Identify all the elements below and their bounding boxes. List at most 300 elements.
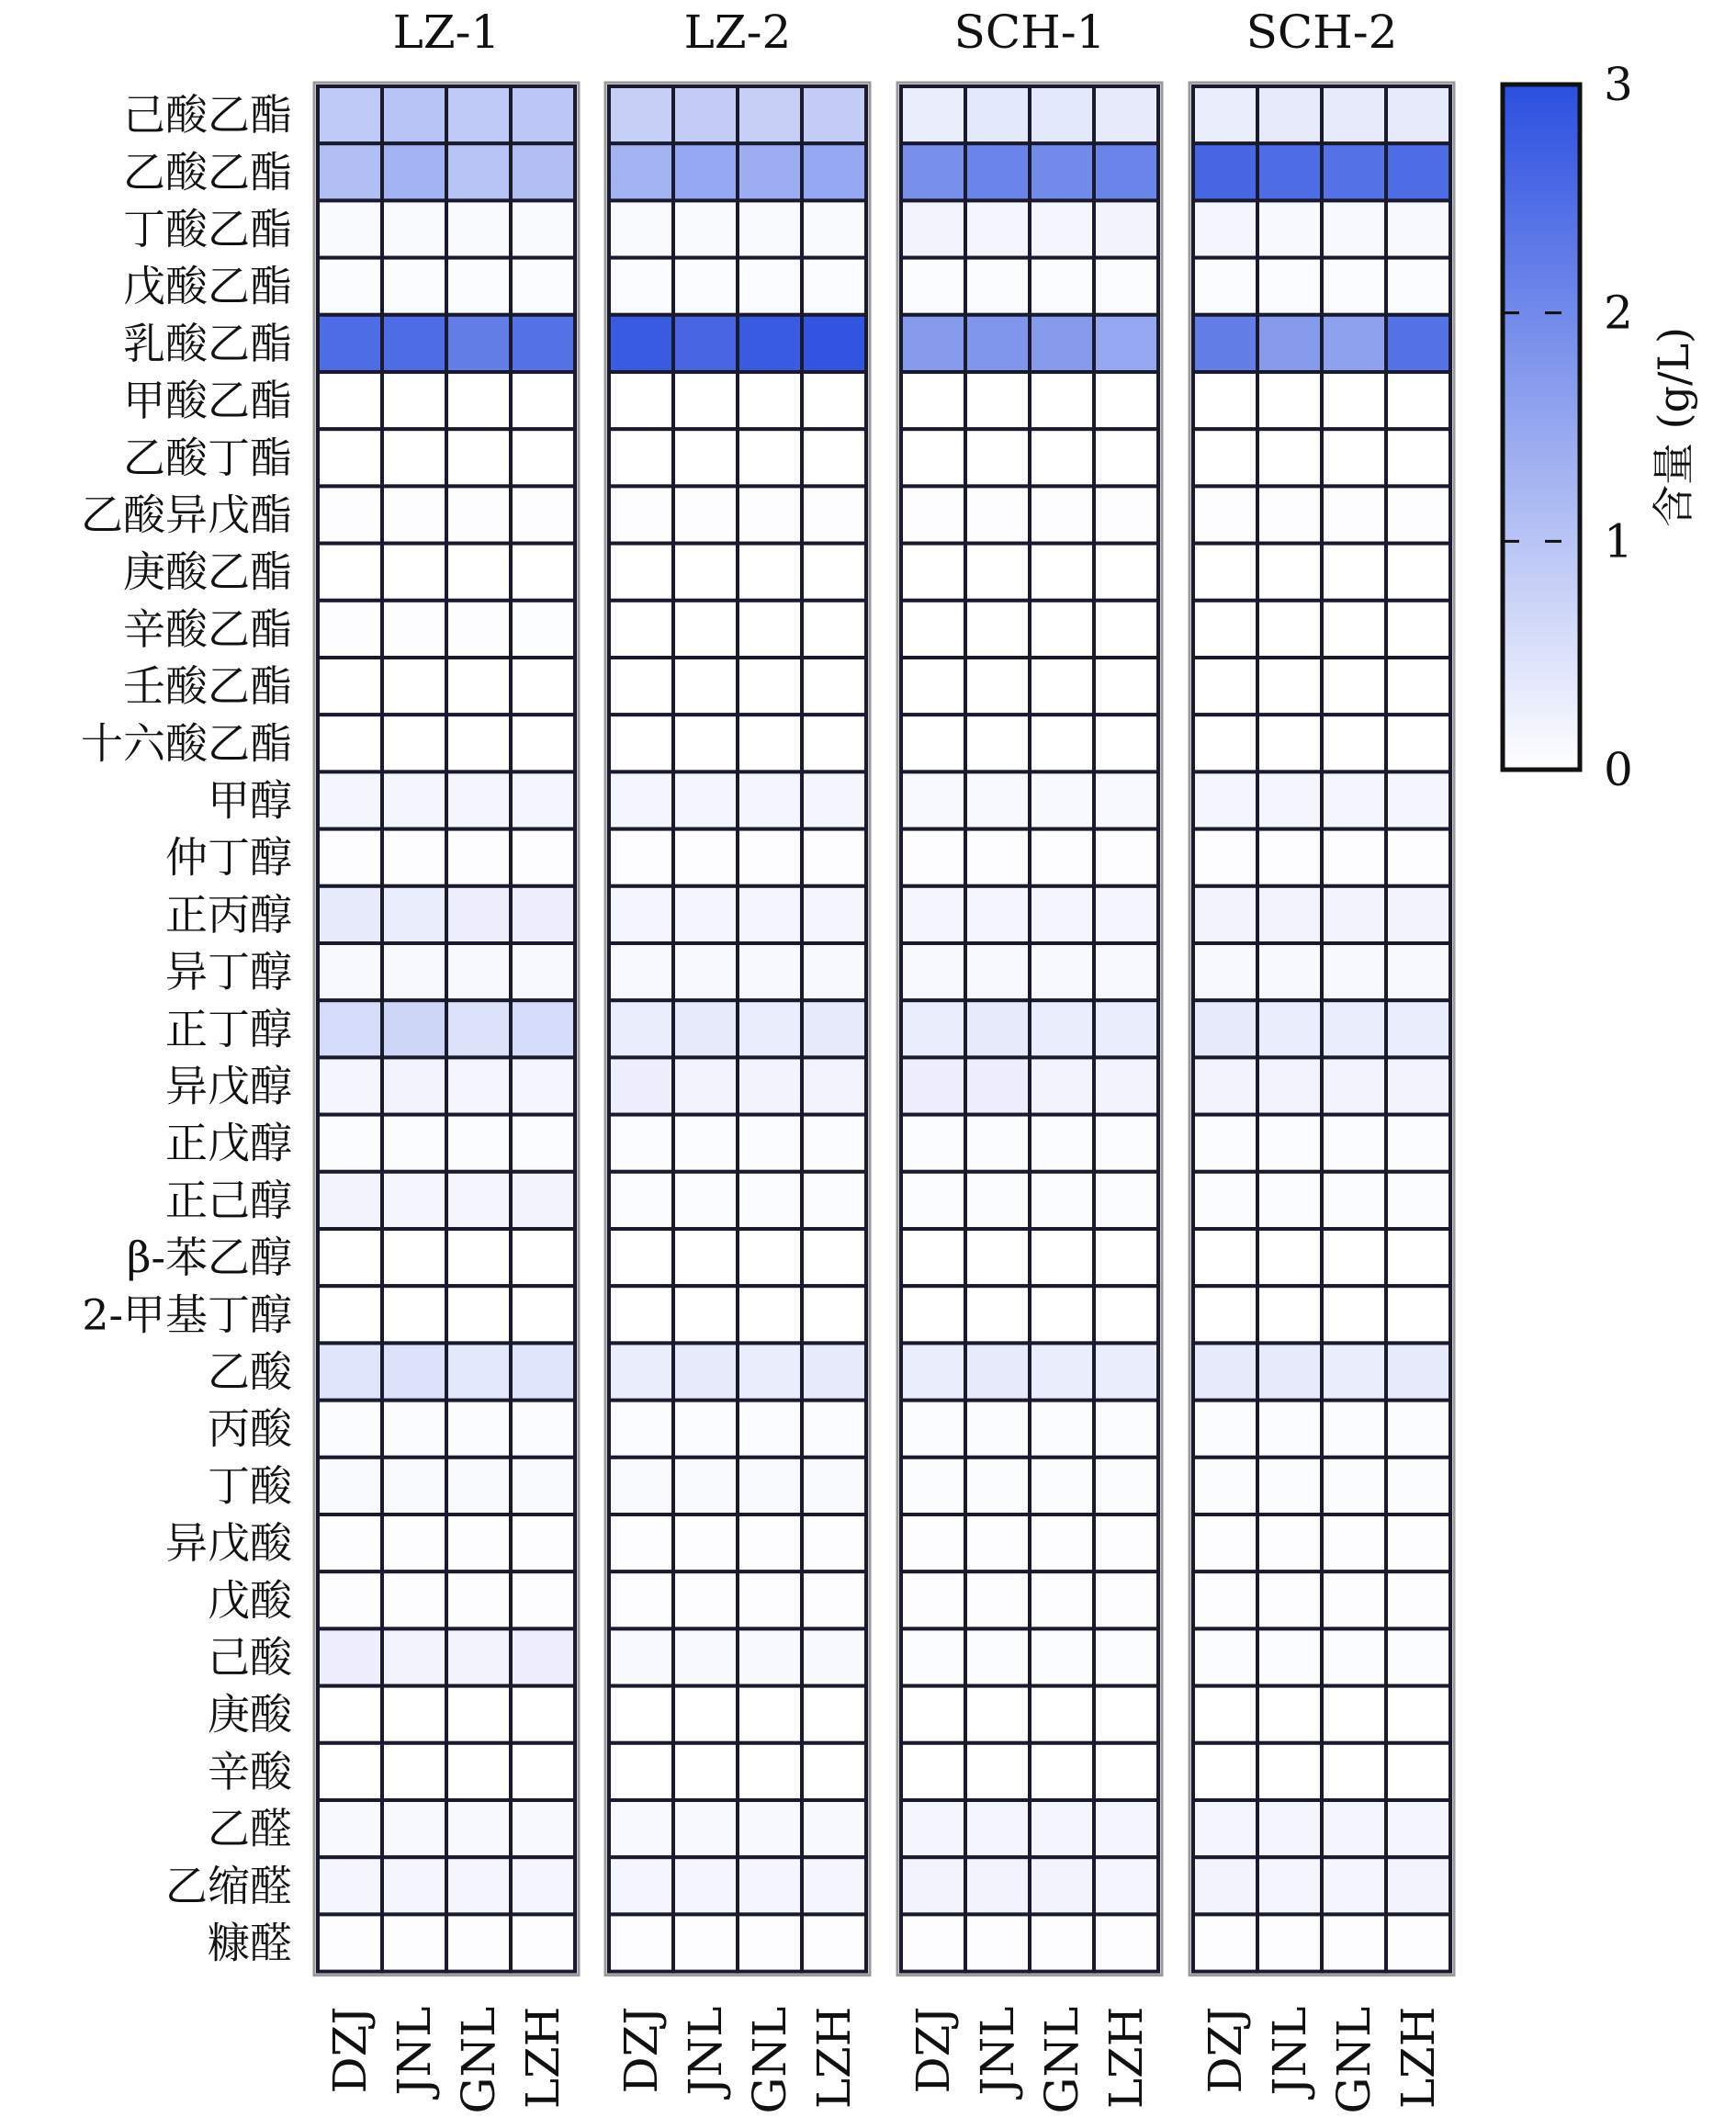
heatmap-cell — [609, 1057, 673, 1114]
column-label: JNL — [388, 2006, 441, 2096]
heatmap-cell — [673, 372, 738, 429]
heatmap-cell — [382, 1628, 446, 1685]
heatmap-cell — [1322, 1800, 1386, 1857]
heatmap-cell — [802, 1401, 866, 1458]
heatmap-cell — [1386, 1515, 1450, 1571]
heatmap-cell — [318, 1743, 382, 1800]
heatmap-cell — [1322, 1571, 1386, 1628]
heatmap-cell — [673, 143, 738, 200]
heatmap-cell — [1193, 86, 1257, 143]
heatmap-cell — [1094, 1115, 1158, 1172]
heatmap-cell — [1094, 429, 1158, 486]
heatmap-cell — [609, 1000, 673, 1057]
heatmap-cell — [901, 1172, 965, 1229]
heatmap-cell — [1094, 1515, 1158, 1571]
heatmap-cell — [1193, 1115, 1257, 1172]
heatmap-cell — [1386, 315, 1450, 372]
heatmap-cell — [1193, 1458, 1257, 1515]
heatmap-cell — [1094, 771, 1158, 828]
heatmap-cell — [1386, 1800, 1450, 1857]
heatmap-cell — [965, 1172, 1030, 1229]
heatmap-cell — [802, 1172, 866, 1229]
column-label: GNL — [743, 2006, 796, 2114]
heatmap-cell — [446, 143, 511, 200]
heatmap-cell — [673, 1515, 738, 1571]
heatmap-cell — [802, 1857, 866, 1914]
row-label: 十六酸乙酯 — [81, 718, 292, 769]
heatmap-cell — [738, 258, 802, 315]
heatmap-cell — [738, 1686, 802, 1743]
heatmap-cell — [1257, 1115, 1322, 1172]
heatmap-cell — [673, 886, 738, 943]
heatmap-cell — [901, 1000, 965, 1057]
heatmap-cell — [1094, 601, 1158, 658]
heatmap-cell — [1094, 1458, 1158, 1515]
heatmap-cell — [446, 1057, 511, 1114]
heatmap-cell — [382, 200, 446, 257]
heatmap-cell — [802, 1000, 866, 1057]
heatmap-cell — [1257, 544, 1322, 601]
heatmap-cell — [382, 715, 446, 771]
heatmap-cell — [446, 429, 511, 486]
heatmap-cell — [1193, 258, 1257, 315]
heatmap-cell — [802, 943, 866, 1000]
row-label: 戊酸乙酯 — [123, 261, 292, 311]
heatmap-cell — [318, 1914, 382, 1971]
heatmap-cell — [318, 1343, 382, 1400]
heatmap-cell — [318, 86, 382, 143]
heatmap-cell — [738, 943, 802, 1000]
heatmap-cell — [1322, 1172, 1386, 1229]
heatmap-cell — [382, 1686, 446, 1743]
heatmap-cell — [511, 1515, 575, 1571]
heatmap-cell — [1322, 1686, 1386, 1743]
heatmap-cell — [1322, 1229, 1386, 1286]
column-label: LZH — [807, 2006, 861, 2110]
heatmap-cell — [802, 886, 866, 943]
row-label: 仲丁醇 — [165, 832, 292, 883]
heatmap-cell — [901, 943, 965, 1000]
heatmap-cell — [1257, 886, 1322, 943]
heatmap-cell — [446, 1401, 511, 1458]
colorbar-tick-label: 3 — [1604, 58, 1633, 111]
heatmap-cell — [965, 429, 1030, 486]
heatmap-cell — [382, 315, 446, 372]
heatmap-cell — [609, 86, 673, 143]
heatmap-cell — [1386, 200, 1450, 257]
heatmap-cell — [609, 372, 673, 429]
heatmap-cell — [511, 1172, 575, 1229]
heatmap-cell — [1030, 258, 1094, 315]
heatmap-cell — [511, 1628, 575, 1685]
heatmap-cell — [609, 143, 673, 200]
heatmap-cell — [738, 601, 802, 658]
heatmap-cell — [673, 486, 738, 543]
heatmap-cell — [446, 943, 511, 1000]
heatmap-cell — [1386, 544, 1450, 601]
heatmap-cell — [1386, 1914, 1450, 1971]
heatmap-cell — [511, 86, 575, 143]
row-label: 己酸 — [208, 1632, 292, 1683]
heatmap-cell — [1386, 1458, 1450, 1515]
heatmap-cell — [1094, 1686, 1158, 1743]
heatmap-cell — [1030, 1115, 1094, 1172]
heatmap-cell — [382, 1000, 446, 1057]
heatmap-cell — [901, 886, 965, 943]
column-label: GNL — [452, 2006, 505, 2114]
panel-title: LZ-1 — [392, 6, 501, 59]
heatmap-cell — [965, 1458, 1030, 1515]
heatmap-cell — [1322, 1515, 1386, 1571]
heatmap-cell — [1193, 1628, 1257, 1685]
heatmap-cell — [1257, 715, 1322, 771]
heatmap-cell — [802, 1343, 866, 1400]
heatmap-cell — [901, 658, 965, 715]
heatmap-cell — [673, 1628, 738, 1685]
heatmap-cell — [318, 429, 382, 486]
heatmap-cell — [965, 1343, 1030, 1400]
heatmap-cell — [609, 771, 673, 828]
heatmap-cell — [802, 1057, 866, 1114]
heatmap-cell — [802, 1115, 866, 1172]
heatmap-cell — [1094, 1000, 1158, 1057]
heatmap-cell — [1257, 943, 1322, 1000]
colorbar-gradient — [1503, 84, 1580, 770]
heatmap-cell — [738, 1571, 802, 1628]
heatmap-cell — [1094, 1229, 1158, 1286]
heatmap-cell — [738, 1401, 802, 1458]
heatmap-cell — [673, 715, 738, 771]
heatmap-cell — [1322, 1914, 1386, 1971]
heatmap-cell — [1193, 1571, 1257, 1628]
column-label: JNL — [1263, 2006, 1316, 2096]
heatmap-cell — [1257, 1743, 1322, 1800]
column-label: GNL — [1035, 2006, 1088, 2114]
heatmap-cell — [901, 1857, 965, 1914]
panel-title: LZ-2 — [683, 6, 792, 59]
heatmap-cell — [1030, 1000, 1094, 1057]
row-label: 丙酸 — [208, 1403, 292, 1454]
heatmap-cell — [1030, 1743, 1094, 1800]
heatmap-cell — [511, 200, 575, 257]
row-label: 异戊醇 — [165, 1061, 292, 1111]
heatmap-cell — [1030, 1401, 1094, 1458]
heatmap-cell — [609, 486, 673, 543]
heatmap-cell — [1257, 1686, 1322, 1743]
heatmap-cell — [1386, 1857, 1450, 1914]
heatmap-cell — [738, 1057, 802, 1114]
row-label: 甲酸乙酯 — [123, 376, 292, 426]
row-label: 戊酸 — [208, 1575, 292, 1626]
heatmap-cell — [965, 1628, 1030, 1685]
heatmap-cell — [673, 1686, 738, 1743]
heatmap-cell — [802, 1458, 866, 1515]
heatmap-cell — [318, 1686, 382, 1743]
heatmap-cell — [446, 601, 511, 658]
heatmap-cell — [901, 1057, 965, 1114]
heatmap-cell — [318, 1057, 382, 1114]
heatmap-cell — [1030, 544, 1094, 601]
heatmap-cell — [318, 200, 382, 257]
heatmap-cell — [965, 486, 1030, 543]
heatmap-cell — [511, 771, 575, 828]
heatmap-cell — [965, 1057, 1030, 1114]
row-label: 乳酸乙酯 — [123, 318, 292, 368]
heatmap-cell — [511, 1000, 575, 1057]
heatmap-cell — [511, 886, 575, 943]
heatmap-cell — [1322, 1628, 1386, 1685]
heatmap-cell — [446, 1515, 511, 1571]
heatmap-cell — [382, 1057, 446, 1114]
heatmap-cell — [318, 943, 382, 1000]
heatmap-cell — [802, 486, 866, 543]
heatmap-cell — [1386, 658, 1450, 715]
heatmap-cell — [901, 1571, 965, 1628]
heatmap-cell — [1322, 1057, 1386, 1114]
heatmap-cell — [738, 1172, 802, 1229]
heatmap-cell — [802, 829, 866, 886]
row-label: 2-甲基丁醇 — [82, 1289, 292, 1340]
heatmap-cell — [1193, 658, 1257, 715]
heatmap-cell — [511, 258, 575, 315]
heatmap-cell — [901, 258, 965, 315]
heatmap-cell — [901, 1914, 965, 1971]
heatmap-cell — [1030, 486, 1094, 543]
heatmap-cell — [965, 86, 1030, 143]
row-label: 正丙醇 — [165, 889, 292, 940]
heatmap-cell — [318, 1857, 382, 1914]
heatmap-cell — [673, 1229, 738, 1286]
heatmap-cell — [1322, 544, 1386, 601]
heatmap-cell — [1257, 258, 1322, 315]
heatmap-cell — [1094, 715, 1158, 771]
heatmap-cell — [1030, 1857, 1094, 1914]
heatmap-cell — [1257, 1229, 1322, 1286]
heatmap-cell — [609, 1515, 673, 1571]
heatmap-cell — [1322, 486, 1386, 543]
heatmap-cell — [511, 486, 575, 543]
heatmap-cell — [673, 1000, 738, 1057]
heatmap-cell — [1257, 1343, 1322, 1400]
heatmap-cell — [965, 829, 1030, 886]
heatmap-cell — [446, 1172, 511, 1229]
heatmap-cell — [738, 544, 802, 601]
row-label: 乙醛 — [208, 1804, 292, 1854]
heatmap-cell — [1257, 1914, 1322, 1971]
heatmap-cell — [1193, 1515, 1257, 1571]
heatmap-cell — [1386, 1686, 1450, 1743]
heatmap-cell — [511, 1458, 575, 1515]
heatmap-cell — [1030, 1914, 1094, 1971]
colorbar-tick-label: 1 — [1604, 514, 1633, 569]
heatmap-cell — [1386, 1286, 1450, 1343]
heatmap-cell — [1386, 601, 1450, 658]
heatmap-cell — [609, 1229, 673, 1286]
heatmap-cell — [511, 1800, 575, 1857]
column-label: DZJ — [907, 2006, 960, 2094]
heatmap-cell — [382, 886, 446, 943]
heatmap-cell — [1094, 886, 1158, 943]
heatmap-cell — [1094, 829, 1158, 886]
heatmap-cell — [1094, 1857, 1158, 1914]
heatmap-cell — [1322, 429, 1386, 486]
heatmap-cell — [1193, 771, 1257, 828]
heatmap-cell — [1193, 1800, 1257, 1857]
heatmap-cell — [965, 544, 1030, 601]
row-label: 壬酸乙酯 — [123, 661, 292, 712]
heatmap-cell — [901, 1286, 965, 1343]
panel-title: SCH-2 — [1246, 6, 1398, 59]
heatmap-cell — [901, 1343, 965, 1400]
colorbar-tick-label: 2 — [1604, 286, 1633, 340]
heatmap-cell — [511, 601, 575, 658]
heatmap-cell — [1257, 1800, 1322, 1857]
heatmap-cell — [318, 1515, 382, 1571]
heatmap-cell — [318, 1172, 382, 1229]
heatmap-cell — [901, 1229, 965, 1286]
panel-title: SCH-1 — [953, 6, 1106, 59]
heatmap-cell — [738, 1743, 802, 1800]
heatmap-cell — [1257, 771, 1322, 828]
column-label: LZH — [1099, 2006, 1153, 2110]
heatmap-cell — [446, 1343, 511, 1400]
heatmap-cell — [446, 1115, 511, 1172]
heatmap-cell — [901, 1686, 965, 1743]
heatmap-cell — [738, 372, 802, 429]
heatmap-cell — [673, 544, 738, 601]
heatmap-cell — [901, 771, 965, 828]
heatmap-cell — [1257, 429, 1322, 486]
heatmap-cell — [1257, 372, 1322, 429]
heatmap-cell — [1257, 86, 1322, 143]
heatmap-cell — [965, 1800, 1030, 1857]
heatmap-cell — [802, 771, 866, 828]
heatmap-cell — [446, 1857, 511, 1914]
heatmap-cell — [511, 1857, 575, 1914]
heatmap-cell — [802, 429, 866, 486]
heatmap-cell — [1030, 372, 1094, 429]
heatmap-cell — [802, 658, 866, 715]
heatmap-cell — [1030, 829, 1094, 886]
heatmap-cell — [318, 1458, 382, 1515]
heatmap-cell — [609, 1743, 673, 1800]
heatmap-cell — [1094, 658, 1158, 715]
heatmap-cell — [1094, 1914, 1158, 1971]
heatmap-cell — [1386, 1401, 1450, 1458]
heatmap-cell — [1257, 1458, 1322, 1515]
heatmap-cell — [1257, 200, 1322, 257]
heatmap-cell — [1094, 1057, 1158, 1114]
heatmap-cell — [673, 1571, 738, 1628]
heatmap-cell — [1322, 1000, 1386, 1057]
heatmap-cell — [1193, 429, 1257, 486]
heatmap-cell — [1030, 1515, 1094, 1571]
heatmap-cell — [511, 429, 575, 486]
heatmap-cell — [1322, 143, 1386, 200]
heatmap-cell — [1386, 1628, 1450, 1685]
heatmap-cell — [1030, 1057, 1094, 1114]
heatmap-cell — [1257, 829, 1322, 886]
heatmap-cell — [1030, 658, 1094, 715]
heatmap-cell — [446, 1686, 511, 1743]
heatmap-cell — [511, 715, 575, 771]
heatmap-cell — [901, 829, 965, 886]
heatmap-cell — [901, 1743, 965, 1800]
heatmap-cell — [609, 1571, 673, 1628]
heatmap-cell — [1257, 315, 1322, 372]
row-label: 己酸乙酯 — [123, 90, 292, 141]
heatmap-cell — [1386, 1115, 1450, 1172]
heatmap-cell — [738, 86, 802, 143]
heatmap-cell — [965, 1515, 1030, 1571]
heatmap-cell — [382, 1857, 446, 1914]
heatmap-cell — [1030, 715, 1094, 771]
heatmap-cell — [446, 258, 511, 315]
heatmap-cell — [446, 658, 511, 715]
heatmap-cell — [673, 1458, 738, 1515]
heatmap-cell — [446, 1743, 511, 1800]
heatmap-cell — [1030, 601, 1094, 658]
column-label: DZJ — [1199, 2006, 1252, 2094]
heatmap-cell — [1193, 1000, 1257, 1057]
heatmap-cell — [609, 1343, 673, 1400]
heatmap-cell — [1386, 1343, 1450, 1400]
heatmap-cell — [382, 1286, 446, 1343]
heatmap-cell — [1193, 200, 1257, 257]
heatmap-cell — [673, 429, 738, 486]
heatmap-cell — [1322, 771, 1386, 828]
heatmap-cell — [609, 315, 673, 372]
heatmap-cell — [1386, 886, 1450, 943]
heatmap-cell — [511, 372, 575, 429]
column-label: JNL — [679, 2006, 732, 2096]
heatmap-cell — [673, 1172, 738, 1229]
heatmap-cell — [318, 886, 382, 943]
heatmap-cell — [1030, 1172, 1094, 1229]
heatmap-cell — [511, 829, 575, 886]
heatmap-cell — [1386, 86, 1450, 143]
heatmap-cell — [1386, 258, 1450, 315]
heatmap-cell — [446, 544, 511, 601]
heatmap-cell — [901, 715, 965, 771]
panel-titles — [393, 6, 1398, 59]
heatmap-cell — [382, 372, 446, 429]
heatmap-cell — [1030, 1343, 1094, 1400]
heatmap-cell — [318, 143, 382, 200]
heatmap-cell — [901, 200, 965, 257]
heatmap-cell — [511, 1571, 575, 1628]
heatmap-cell — [1257, 1515, 1322, 1571]
heatmap-cell — [673, 658, 738, 715]
row-label: 异戊酸 — [165, 1518, 292, 1569]
heatmap-cell — [1257, 1286, 1322, 1343]
heatmap-cell — [511, 1743, 575, 1800]
heatmap-cell — [609, 829, 673, 886]
heatmap-cell — [382, 1743, 446, 1800]
heatmap-cell — [609, 601, 673, 658]
row-label: 庚酸 — [208, 1689, 292, 1740]
heatmap-cell — [382, 429, 446, 486]
heatmap-cell — [382, 1515, 446, 1571]
row-label: 丁酸乙酯 — [123, 204, 292, 254]
heatmap-cell — [738, 200, 802, 257]
heatmap-cell — [1094, 1628, 1158, 1685]
heatmap-cell — [1322, 829, 1386, 886]
heatmap-cell — [802, 1229, 866, 1286]
heatmap-cell — [738, 486, 802, 543]
heatmap-cells — [318, 86, 1450, 1972]
heatmap-cell — [1094, 143, 1158, 200]
